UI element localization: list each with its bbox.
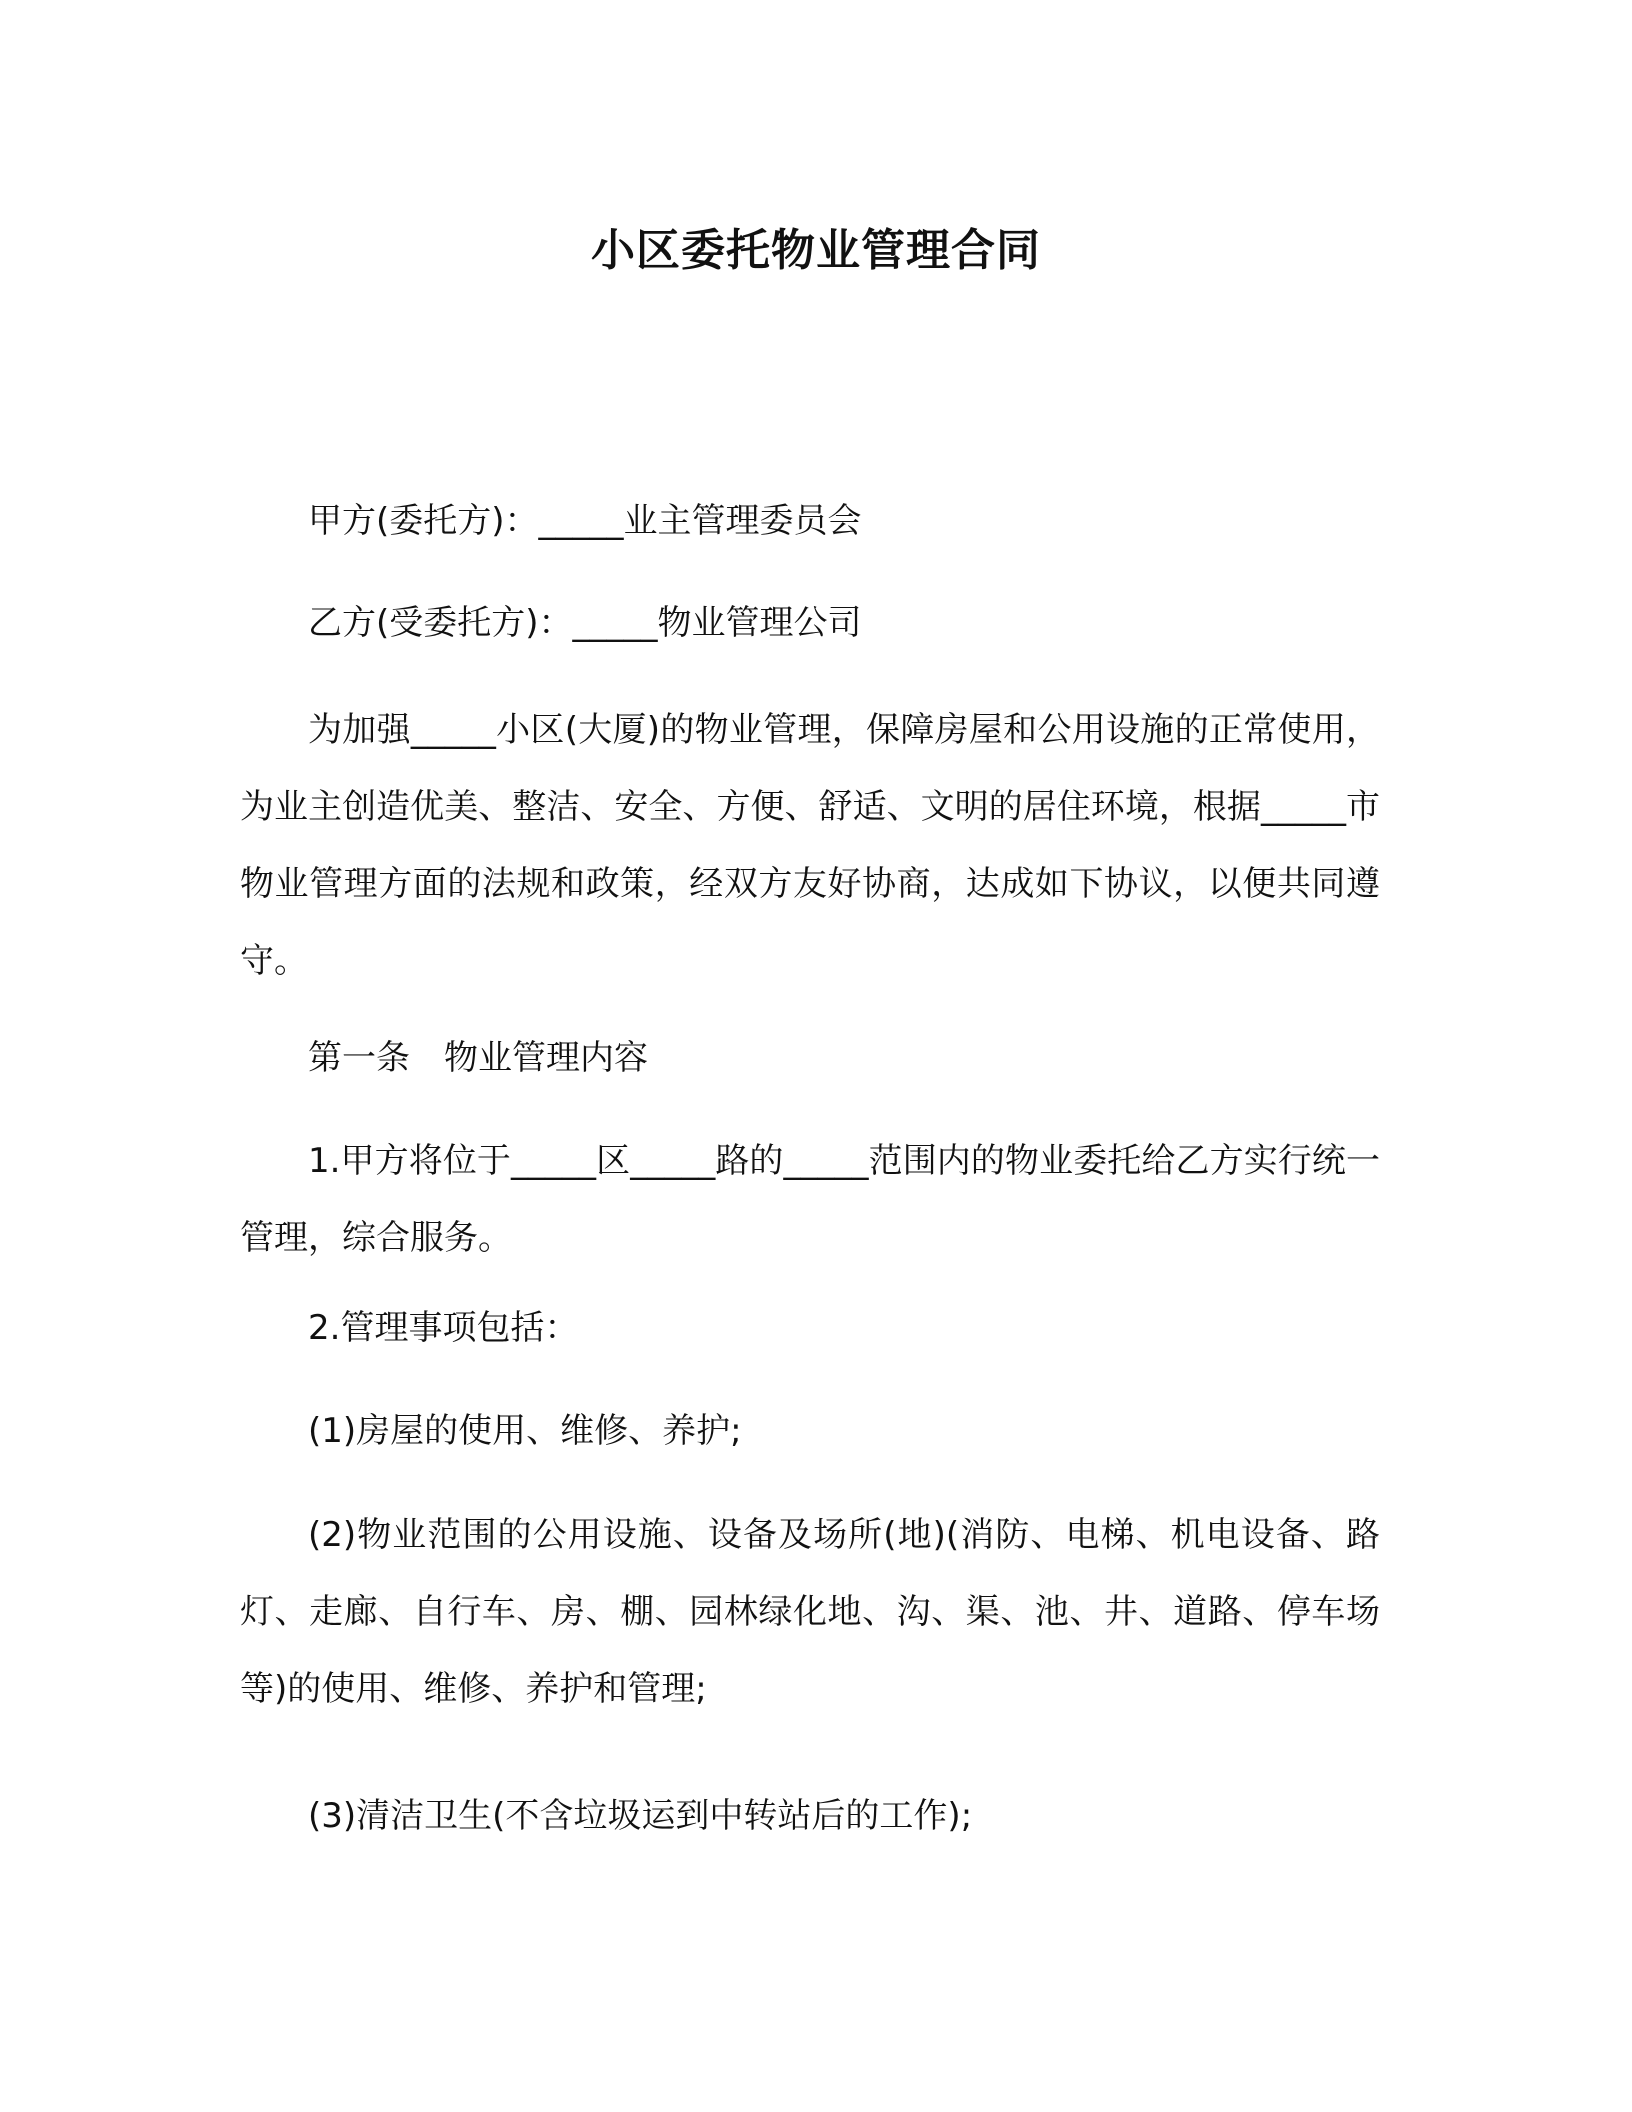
document-title: 小区委托物业管理合同 [591, 225, 1041, 276]
party-a-line: 甲方(委托方)：_____业主管理委员会 [308, 501, 862, 541]
article-1-item-2: 2.管理事项包括： [308, 1308, 579, 1348]
management-subitem-3: (3)清洁卫生(不含垃圾运到中转站后的工作); [308, 1796, 973, 1836]
intro-paragraph: 为加强_____小区(大厦)的物业管理，保障房屋和公用设施的正常使用，为业主创造优美、整洁、安全、方便、舒适、文明的居住环境，根据_____市物业管理方面的法规和政策，经双方友好协商，达成如下协议，以便共同遵守。 [240, 710, 1380, 981]
management-subitem-1: (1)房屋的使用、维修、养护; [308, 1411, 742, 1451]
article-1-heading: 第一条 物业管理内容 [308, 1038, 648, 1078]
article-1-item-1: 1.甲方将位于_____区_____路的_____范围内的物业委托给乙方实行统一管理，综合服务。 [240, 1141, 1380, 1258]
party-b-line: 乙方(受委托方)：_____物业管理公司 [308, 603, 862, 643]
management-subitem-2: (2)物业范围的公用设施、设备及场所(地)(消防、电梯、机电设备、路灯、走廊、自行车、房、棚、园林绿化地、沟、渠、池、井、道路、停车场等)的使用、维修、养护和管理; [240, 1515, 1380, 1709]
